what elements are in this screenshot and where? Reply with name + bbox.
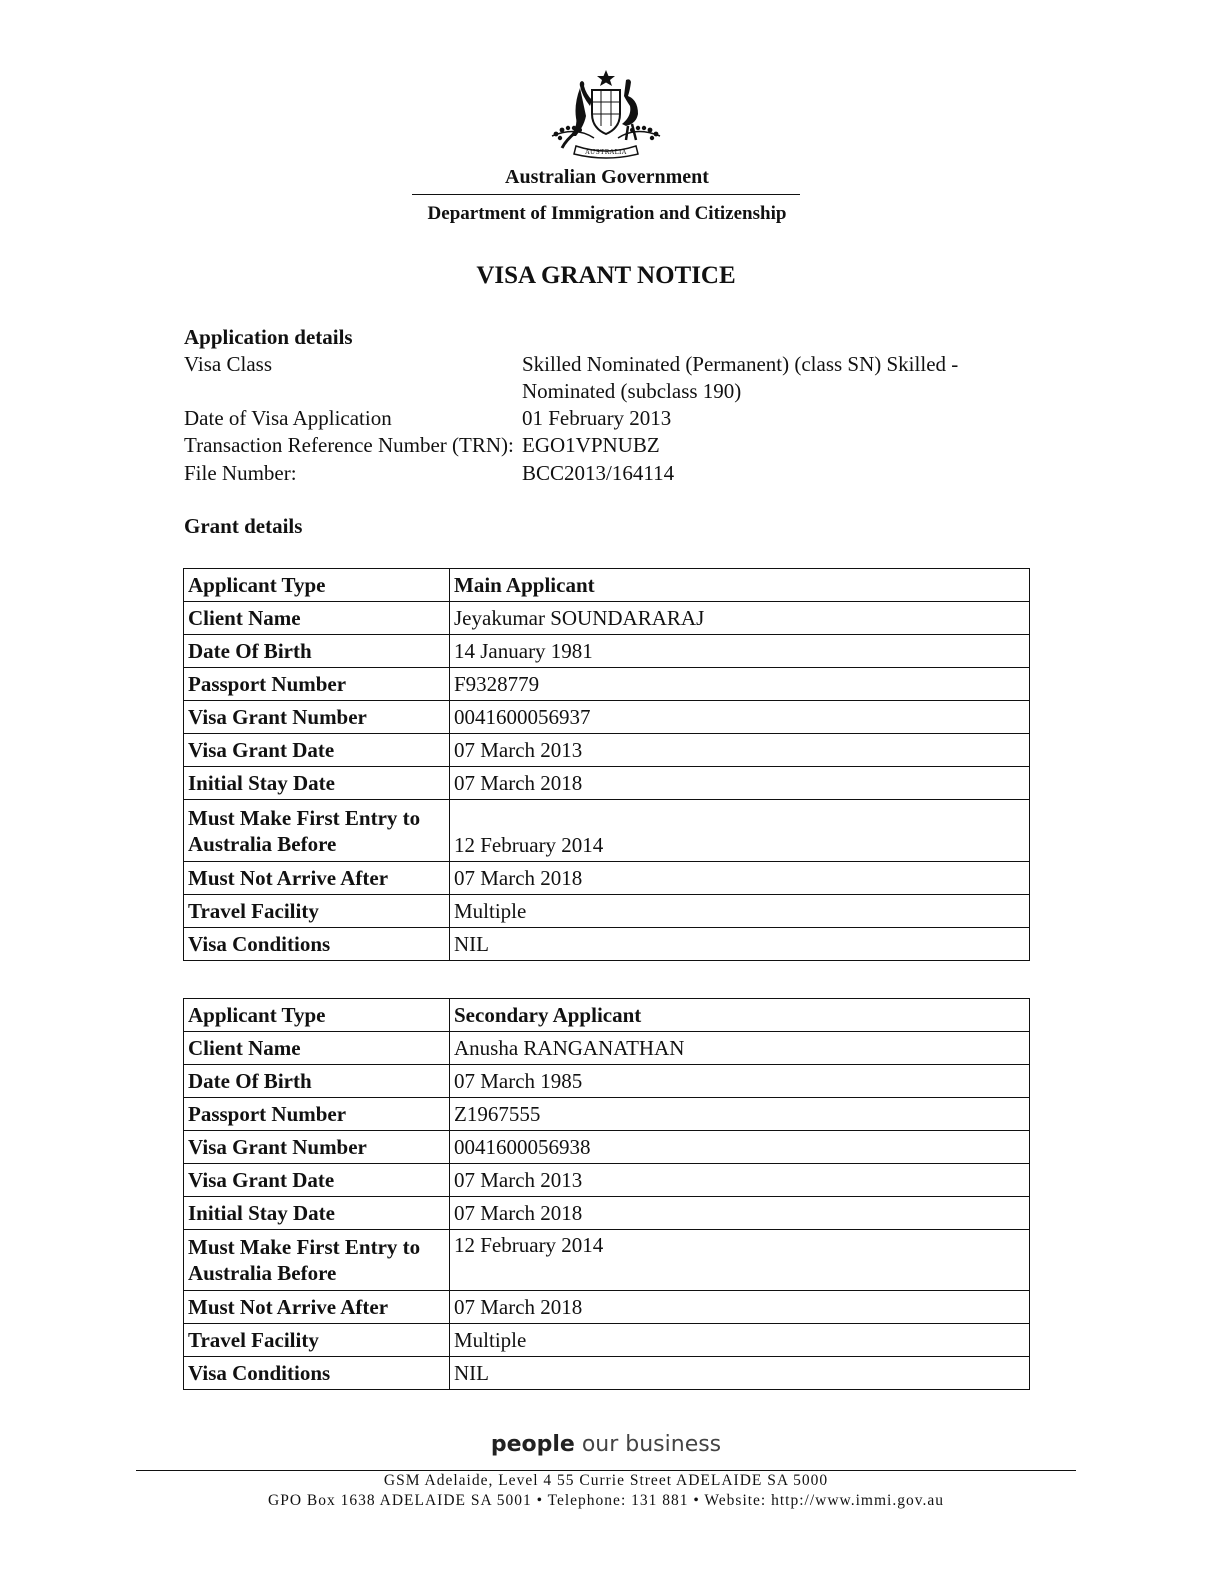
visa-class-value: Skilled Nominated (Permanent) (class SN) Skilled - Nominated (subclass 190) bbox=[522, 352, 959, 403]
department-name: Department of Immigration and Citizenship bbox=[427, 203, 787, 224]
field-value: 12 February 2014 bbox=[450, 800, 1030, 862]
trn-label: Transaction Reference Number (TRN): bbox=[184, 433, 514, 457]
field-value: Jeyakumar SOUNDARARAJ bbox=[450, 602, 1030, 635]
field-label: Client Name bbox=[184, 1032, 450, 1065]
slogan-light: our business bbox=[574, 1432, 722, 1457]
footer-address: GSM Adelaide, Level 4 55 Currie Street ADELAIDE SA 5000 bbox=[383, 1472, 829, 1489]
svg-text:AUSTRALIA: AUSTRALIA bbox=[585, 149, 627, 156]
field-label: Visa Conditions bbox=[184, 928, 450, 961]
field-label: Passport Number bbox=[184, 1098, 450, 1131]
field-value: Anusha RANGANATHAN bbox=[450, 1032, 1030, 1065]
field-label: Date Of Birth bbox=[184, 635, 450, 668]
field-value: Secondary Applicant bbox=[450, 999, 1030, 1032]
coat-of-arms-emblem bbox=[546, 66, 666, 162]
table-row bbox=[184, 635, 1030, 668]
field-label: Must Make First Entry to Australia Before bbox=[184, 1230, 450, 1291]
field-label: Visa Grant Date bbox=[184, 1164, 450, 1197]
table-row bbox=[184, 701, 1030, 734]
field-label: Travel Facility bbox=[184, 1324, 450, 1357]
field-value: 07 March 2018 bbox=[450, 1291, 1030, 1324]
field-value: Multiple bbox=[450, 895, 1030, 928]
field-value: 0041600056938 bbox=[450, 1131, 1030, 1164]
field-label: Must Not Arrive After bbox=[184, 862, 450, 895]
field-value: Z1967555 bbox=[450, 1098, 1030, 1131]
field-label: Visa Grant Number bbox=[184, 1131, 450, 1164]
application-date-value: 01 February 2013 bbox=[522, 406, 672, 430]
field-label: Visa Grant Number bbox=[184, 701, 450, 734]
field-label: Applicant Type bbox=[184, 999, 450, 1032]
footer-divider bbox=[136, 1470, 1076, 1471]
field-label: Initial Stay Date bbox=[184, 1197, 450, 1230]
field-value: NIL bbox=[450, 1357, 1030, 1390]
table-row bbox=[184, 1098, 1030, 1131]
table-row bbox=[184, 1032, 1030, 1065]
field-value: 07 March 2018 bbox=[450, 767, 1030, 800]
field-value: 0041600056937 bbox=[450, 701, 1030, 734]
table-row bbox=[184, 1065, 1030, 1098]
file-number-value: BCC2013/164114 bbox=[522, 461, 675, 485]
slogan-bold: people bbox=[490, 1432, 575, 1457]
table-row bbox=[184, 1357, 1030, 1390]
field-value: NIL bbox=[450, 928, 1030, 961]
table-row bbox=[184, 668, 1030, 701]
main-applicant-table bbox=[183, 568, 1030, 961]
field-label: Must Make First Entry to Australia Before bbox=[184, 800, 450, 862]
application-date-label: Date of Visa Application bbox=[184, 406, 392, 430]
field-value: 14 January 1981 bbox=[450, 635, 1030, 668]
field-value: 07 March 2013 bbox=[450, 734, 1030, 767]
table-row bbox=[184, 862, 1030, 895]
header-divider bbox=[412, 194, 800, 195]
field-label: Visa Conditions bbox=[184, 1357, 450, 1390]
table-row bbox=[184, 800, 1030, 862]
field-label: Travel Facility bbox=[184, 895, 450, 928]
field-value: 07 March 1985 bbox=[450, 1065, 1030, 1098]
table-row bbox=[184, 767, 1030, 800]
field-label: Date Of Birth bbox=[184, 1065, 450, 1098]
table-row bbox=[184, 1164, 1030, 1197]
trn-value: EGO1VPNUBZ bbox=[522, 433, 660, 457]
government-name: Australian Government bbox=[505, 166, 709, 188]
table-row bbox=[184, 569, 1030, 602]
field-label: Passport Number bbox=[184, 668, 450, 701]
field-label: Client Name bbox=[184, 602, 450, 635]
field-value: Multiple bbox=[450, 1324, 1030, 1357]
field-value: 07 March 2018 bbox=[450, 1197, 1030, 1230]
table-row bbox=[184, 928, 1030, 961]
table-row bbox=[184, 1197, 1030, 1230]
field-label: Must Not Arrive After bbox=[184, 1291, 450, 1324]
field-label: Visa Grant Date bbox=[184, 734, 450, 767]
field-value: F9328779 bbox=[450, 668, 1030, 701]
application-details-heading: Application details bbox=[184, 325, 353, 349]
secondary-applicant-table bbox=[183, 998, 1030, 1390]
footer-slogan bbox=[0, 1432, 1212, 1457]
grant-details-heading: Grant details bbox=[184, 514, 303, 538]
field-value: 07 March 2018 bbox=[450, 862, 1030, 895]
field-value: 12 February 2014 bbox=[450, 1230, 1030, 1291]
table-row bbox=[184, 1324, 1030, 1357]
table-row bbox=[184, 1230, 1030, 1291]
table-row bbox=[184, 1291, 1030, 1324]
field-value: Main Applicant bbox=[450, 569, 1030, 602]
footer-contact: GPO Box 1638 ADELAIDE SA 5001 • Telephone: 131 881 • Website: http://www.immi.gov.au bbox=[268, 1492, 944, 1509]
visa-class-label: Visa Class bbox=[184, 352, 272, 376]
notice-title: VISA GRANT NOTICE bbox=[476, 262, 736, 289]
table-row bbox=[184, 602, 1030, 635]
field-value: 07 March 2013 bbox=[450, 1164, 1030, 1197]
table-row bbox=[184, 999, 1030, 1032]
field-label: Applicant Type bbox=[184, 569, 450, 602]
field-label: Initial Stay Date bbox=[184, 767, 450, 800]
file-number-label: File Number: bbox=[184, 461, 297, 485]
table-row bbox=[184, 1131, 1030, 1164]
table-row bbox=[184, 734, 1030, 767]
table-row bbox=[184, 895, 1030, 928]
